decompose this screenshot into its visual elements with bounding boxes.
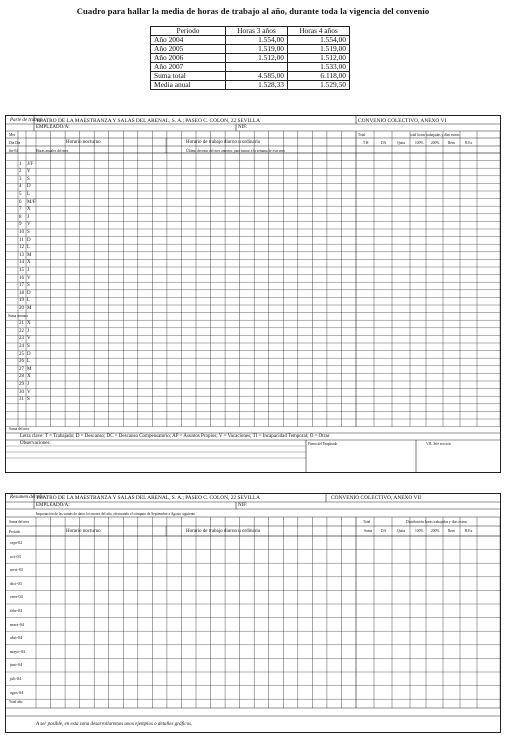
- day-number: 19: [19, 298, 24, 304]
- month-label: ener-04: [10, 594, 23, 600]
- weekday-letter: D: [27, 351, 31, 357]
- cell-periodo: Año 2004: [151, 36, 226, 45]
- cell-horas-3: 1.512,00: [226, 54, 288, 63]
- form1-dist-col: Quita: [397, 141, 405, 145]
- day-number: 22: [19, 328, 24, 334]
- weekday-letter: D: [27, 184, 31, 190]
- weekday-letter: J/F: [27, 161, 34, 167]
- form1-dist-col: Rem: [448, 141, 455, 145]
- cell-horas-3: 1.554,00: [226, 36, 288, 45]
- month-label: abri-04: [10, 635, 23, 641]
- weekday-letter: L: [27, 245, 31, 251]
- cell-horas-4: 1.533,00: [288, 63, 350, 72]
- day-number: 3: [19, 176, 22, 182]
- cell-periodo: Año 2006: [151, 54, 226, 63]
- form1-dist-header: total horas trabajadas y días extras: [410, 133, 460, 137]
- cell-horas-3: 1.528,33: [226, 81, 288, 90]
- cell-horas-4: 1.529,50: [288, 81, 350, 90]
- form2-nif-label: NIF:: [238, 503, 248, 508]
- weekday-letter: M/F: [27, 199, 36, 205]
- form1-company: TEATRO DE LA MAESTRANZA Y SALAS DEL ARENAL, S. A.; PASEO C. COLON, 22 SEVILLA: [36, 118, 260, 124]
- weekday-letter: J: [27, 328, 29, 334]
- weekday-letter: S: [27, 344, 30, 349]
- cell-horas-4: 1.554,00: [288, 36, 350, 45]
- form1-dist-col: 100%: [415, 141, 424, 145]
- day-number: 15: [19, 268, 24, 273]
- form1-horario-nocturno: Horario nocturno: [66, 140, 101, 145]
- weekday-letter: L: [27, 298, 31, 304]
- day-number: 12: [19, 245, 24, 251]
- form2-dist-col: Rem: [448, 529, 455, 533]
- day-number: 7: [19, 207, 22, 213]
- cell-horas-4: 1.519,00: [288, 45, 350, 54]
- header-horas-3: Horas 3 años: [226, 27, 288, 36]
- day-number: 29: [19, 382, 24, 387]
- day-number: 28: [19, 374, 24, 380]
- weekday-letter: M: [27, 252, 32, 258]
- cell-periodo: Año 2005: [151, 45, 226, 54]
- day-number: 4: [19, 184, 22, 190]
- weekday-letter: X: [27, 374, 31, 380]
- form1-dist-col: R.Ex: [465, 141, 473, 145]
- weekday-letter: S: [27, 230, 30, 235]
- cell-periodo: Suma total: [151, 72, 226, 81]
- form1-dia-label: Día Día: [9, 141, 21, 145]
- parte-trabajo-form: [5, 115, 501, 473]
- form2-footer: A ser posible, en esta zona desarrollaremos unos ejemplos o detalles gráficos.: [36, 722, 193, 727]
- weekday-letter: X: [27, 260, 31, 266]
- form1-horario-diurno: Horario de trabajo diurno u ordinario: [186, 140, 261, 145]
- weekday-letter: M: [27, 306, 32, 311]
- month-label: oct-03: [10, 553, 21, 559]
- day-number: 2: [19, 169, 22, 175]
- weekday-letter: S: [27, 283, 30, 289]
- cell-horas-3: 4.585,00: [226, 72, 288, 81]
- parte-trabajo-grid: [6, 116, 500, 472]
- day-number: 5: [19, 192, 22, 197]
- form2-company: TEATRO DE LA MAESTRANZA Y SALAS DEL ARENAL, S. A.; PASEO C. COLON, 22 SEVILLA: [36, 495, 260, 501]
- form1-dist-col: T.H: [363, 141, 369, 145]
- month-label: juli-04: [10, 676, 22, 681]
- form2-dist-col: DA: [381, 529, 387, 533]
- form2-periodo: Periodo: [9, 530, 21, 534]
- weekday-letter: V: [27, 169, 31, 175]
- month-label: mayo-04: [10, 648, 25, 654]
- cell-horas-3: 1.519,00: [226, 45, 288, 54]
- weekday-letter: V: [27, 336, 31, 342]
- weekday-letter: M: [27, 366, 32, 372]
- month-label: marz-04: [10, 621, 24, 627]
- form1-suma-mes: Suma del mes: [9, 427, 30, 431]
- form2-total-anio: Total año: [9, 700, 23, 704]
- form1-dist-col: DA: [381, 141, 387, 145]
- form1-legend: Letra clave: T = Trabajado; D = Descanso; DC = Descanso Compensatorio; AP = Asuntos Propios; V = Vacaciones; TI = Incapacidad Temporal; O = Otras: [20, 434, 330, 439]
- form1-horas-mes: Horas anuales del mes: [36, 149, 69, 153]
- form2-suma-mes: Suma del mes: [9, 520, 30, 524]
- weekday-letter: X: [27, 321, 31, 327]
- weekday-letter: J: [27, 268, 29, 273]
- weekday-letter: S: [27, 397, 30, 403]
- cell-periodo: Media anual: [151, 81, 226, 90]
- month-label: juni-04: [10, 662, 23, 668]
- weekday-letter: D: [27, 237, 31, 243]
- day-number: 27: [19, 366, 24, 372]
- day-number: 6: [19, 199, 22, 205]
- day-number: 20: [19, 306, 24, 311]
- weekday-letter: J: [27, 382, 29, 387]
- form2-horario-diurno: Horario de trabajo diurno u ordinario: [186, 529, 261, 534]
- cell-horas-4: 1.512,00: [288, 54, 350, 63]
- form2-dist-col: R.Ex: [465, 529, 473, 533]
- weekday-letter: V: [27, 222, 31, 228]
- day-number: 30: [19, 389, 24, 395]
- month-label: dici-03: [10, 580, 22, 586]
- form2-empleado-label: EMPLEADO/A:: [36, 503, 70, 508]
- form2-dist-col: 200%: [431, 529, 440, 533]
- header-horas-4: Horas 4 años: [288, 27, 350, 36]
- summary-table: [150, 26, 350, 90]
- day-number: 16: [19, 275, 24, 281]
- form1-left-title: Parte de trabajo: [10, 118, 44, 123]
- month-label: febr-04: [10, 608, 23, 613]
- weekday-letter: V: [27, 275, 31, 281]
- form1-vb: V.B. Jefe sección: [426, 442, 451, 446]
- day-number: 21: [19, 321, 24, 327]
- form2-dist-col: Quita: [397, 529, 405, 533]
- form1-observaciones: Observaciones:: [20, 441, 51, 446]
- form2-dist-header: Distribución horas trabajadas y días extras: [406, 520, 467, 524]
- table-row: [151, 81, 350, 90]
- day-number: 17: [19, 283, 24, 289]
- weekday-letter: X: [27, 207, 31, 213]
- form2-total-label: Total: [363, 520, 371, 524]
- day-number: 1: [19, 161, 22, 167]
- form2-dist-col: 100%: [415, 529, 424, 533]
- cell-periodo: Año 2007: [151, 63, 226, 72]
- form2-horario-nocturno: Horario nocturno: [66, 529, 101, 534]
- form1-nif-label: NIF:: [238, 125, 248, 130]
- day-number: 11: [19, 237, 24, 243]
- semana-label: Suma semana: [8, 314, 28, 319]
- day-number: 9: [19, 222, 22, 228]
- form2-dist-col: Suma: [364, 529, 373, 533]
- day-number: 8: [19, 214, 22, 220]
- form1-dist-col: 200%: [431, 141, 440, 145]
- form1-convenio: CONVENIO COLECTIVO, ANEXO VI: [358, 118, 447, 124]
- day-number: 26: [19, 359, 24, 365]
- form2-importacion: Importación de las sumas de datos los meses del año, efectuando el cómputo de Septiembre a Agosto siguiente: [36, 512, 196, 516]
- weekday-letter: J: [27, 214, 29, 220]
- form2-left-title: Resumen del año: [10, 495, 45, 500]
- month-label: sept-02: [10, 540, 23, 545]
- form1-fin-mes: fin-04: [9, 149, 18, 153]
- weekday-letter: L: [27, 192, 31, 197]
- weekday-letter: V: [27, 389, 31, 395]
- day-number: 25: [19, 351, 24, 357]
- weekday-letter: S: [27, 176, 30, 182]
- form1-firma-empleado: Firma del Empleado: [308, 442, 338, 446]
- weekday-letter: L: [27, 359, 31, 365]
- month-label: agos-04: [10, 689, 24, 695]
- form1-empleado-label: EMPLEADO/A:: [36, 125, 70, 130]
- form1-total-label: Total: [358, 133, 366, 137]
- resumen-anio-form: [5, 493, 501, 733]
- day-number: 14: [19, 260, 24, 266]
- day-number: 31: [19, 397, 24, 403]
- page-title: Cuadro para hallar la media de horas de trabajo al año, durante toda la vigencia del convenio: [76, 6, 430, 16]
- form1-ultimo-decenio: Último decenio del mes anterior, para sumar a la semana de este mes: [186, 149, 285, 153]
- day-number: 18: [19, 290, 24, 296]
- day-number: 13: [19, 252, 24, 258]
- day-number: 24: [19, 344, 24, 349]
- day-number: 10: [19, 230, 24, 235]
- weekday-letter: D: [27, 290, 31, 296]
- month-label: novi-03: [10, 567, 24, 573]
- header-periodo: Periodo: [151, 27, 226, 36]
- day-number: 23: [19, 336, 24, 342]
- cell-horas-4: 6.118,00: [288, 72, 350, 81]
- form2-convenio: CONVENIO COLECTIVO, ANEXO VII: [331, 495, 422, 501]
- form1-mes-label: Mes: [9, 133, 16, 137]
